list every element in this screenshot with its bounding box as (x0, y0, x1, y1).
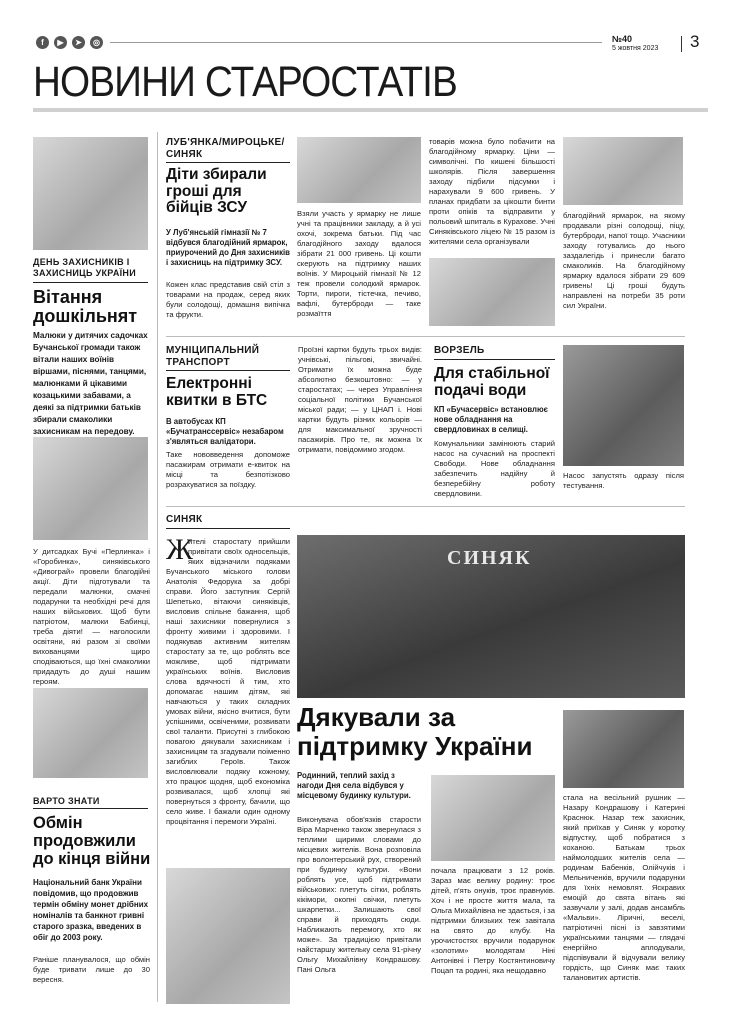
header-divider (681, 36, 682, 52)
body-sinyak-1: ителі старостату прийшли привітати своїх односельців, яких відзначили подяками Бучанського міського голови Анатолія Федорука за добрі справи. Його заступник Сергій Шепетько, вітаючи синяківців, висловив спільне бажання, щоб наші захисники повернулися з фронту живими і здоровими. І подякував активним жителям старостату за те, що роблять все можливе, щоб підтримати українських воїнів. Висловив слова вдячності й тим, хто допомагає нашим дітям, які навчаються у таких складних умовах війни, якісно вчитися, бути успішними, освіченими, розвивати свої таланти. Присутні з глибокою повагою дякували захисникам і захисницям та згадували поіменно загиблих Героїв. Також висловлювали подяку кожному, хто працює щодня, щоб економіка розвивалася, щоб хлопці які повернуться з фронту, бачили, що село живе. І бажали один одному процвітання і перемоги Україні. (166, 537, 290, 826)
rubric-sinyak: СИНЯК (166, 514, 203, 525)
rubric-rule (166, 370, 290, 371)
couple-photo (563, 710, 684, 788)
body-lubyanka-4: благодійний ярмарок, на якому продавали різні солодощі, піцу, бутерброди, напої тощо. Учасники заходу готувались до нього заздалегідь і принесли багато смаколиків. На благодійному ярмарку вдалося зібрати 29 609 гривень! Ці гроші будуть направлені на потреби 35 роти сил України. (563, 211, 685, 310)
rubric-rule (166, 528, 290, 529)
headline-bts: Електронні квитки в БТС (166, 375, 268, 409)
headline-vorzel: Для стабільної подачі води (434, 365, 550, 399)
section-rule (166, 506, 685, 507)
lead-bts: В автобусах КП «Бучатранссервіс» незабаром з'являться валідатори. (166, 417, 284, 446)
rubric-lubyanka: ЛУБ'ЯНКА/МИРОЦЬКЕ/ СИНЯК (166, 137, 285, 160)
page-number: 3 (690, 32, 700, 51)
issue-date: 5 жовтня 2023 (612, 45, 659, 52)
sinyak-group-photo (297, 535, 685, 698)
header-rule (110, 42, 602, 43)
headline-exchange: Обмін продовжили до кінця війни (33, 814, 151, 868)
headline-lubyanka: Діти збирали гроші для бійців ЗСУ (166, 166, 267, 217)
body-sinyak-2: Виконувача обов'язків старости Віра Марченко також звернулася з теплими щирими словами до місцевих жителів. Вона розповіла про волонтерський рух, створений при будинку культури. «Вони роблять усе, щоб підтримати військових: плетуть сітки, роблять кікімори, окопні свічки, плетуть шкарпетки... Залишають свої справи й приходять сюди. Наближають перемогу, хто як може». За традицією привітали найстаршу жительку села 91-річну Ольгу Михайлівну Кондрашову. Пані Ольга (297, 815, 421, 974)
kindergarten-photo-2 (33, 437, 148, 540)
body-lubyanka-1: Кожен клас представив свій стіл з товарами на продаж, серед яких були солодощі, домашня випічка та фрукти. (166, 280, 290, 319)
body-kindergarten: У дитсадках Бучі «Перлинка» і «Горобинка», синяківського «Дивограй» провели благодійні акції. Діти підготували та передали малюнки, смачні подарунки та необхідні речі для наших військових. Щоб бути патріотом, малюки Бабинці, треба діяти! — наголосили освітяни, які разом зі своїми вихованцями щиро сподіваються, що їхні смаколики придадуть до душі нашим героям. (33, 547, 150, 686)
kindergarten-photo-3 (33, 688, 148, 778)
rubric-rule (166, 162, 290, 163)
fair-photo-2 (429, 258, 555, 326)
lead-exchange: Національний банк України повідомив, що продовжив термін обміну монет дрібних номіналів та банкнот гривні старого зразка, введених в обіг до 2003 року. (33, 878, 149, 942)
body-bts-1: Таке нововведення допоможе пасажирам отримати е-квиток на місці та безпотізково розрахуватися за поїздку. (166, 450, 290, 489)
body-sinyak-3: почала працювати з 12 років. Зараз має велику родину: троє дітей, п'ять онуків, троє правнуків. Хоч і не просте життя мала, та Ольга Михайлівна не здається, і за підтримки близьких теж завітала на свято до клубу. На урочистостях вручили подарунок «золотим» молодятам Ніні Антонівні і Петру Костянтиновичу Поцап та родині, яка нещодавно (431, 866, 556, 975)
youtube-icon[interactable]: ▶ (54, 36, 67, 49)
elderly-woman-photo (431, 775, 555, 861)
lead-lubyanka: У Луб'янській гімназії № 7 відбувся благодійний ярмарок, приурочений до Дня захисників і захисниць на підтримку ЗСУ. (166, 228, 290, 267)
fair-photo-3 (563, 137, 683, 205)
lead-sinyak: Родинний, теплий захід з нагоди Дня села відбувся у місцевому будинку культури. (297, 771, 411, 800)
section-rule (166, 336, 685, 337)
rubric-rule (434, 359, 555, 360)
body-exchange: Раніше планувалося, що обмін буде тривати лише до 30 вересня. (33, 955, 150, 984)
body-vorzel-2: Насос запустять одразу після тестування. (563, 471, 684, 490)
headline-sinyak: Дякували за підтримку України (297, 702, 533, 761)
body-bts-2: Проїзні картки будуть трьох видів: учнівські, пільгові, звичайні. Отримати їх можна буде абсолютно безкоштовно: — у старостатах; — через Управління соціальної політики Бучанської міської ради; — у ЦНАП і. Нові картки будуть різних кольорів — для максимальної зручності пасажирів. Про те, як можна їх отримати, повідомимо згодом. (298, 345, 422, 454)
lead-vorzel: КП «Бучасервіс» встановлює нове обладнання на свердловинах в селищі. (434, 405, 548, 434)
fair-photo-1 (297, 137, 421, 203)
section-title: НОВИНИ СТАРОСТАТІВ (33, 58, 457, 106)
body-lubyanka-2: Взяли участь у ярмарку не лише учні та працівники закладу, а й усі охочі, зокрема батьки. Під час благодійного заходу вдалося зібрати 21 000 гривень. Ці кошти скерують на підтримку наших воїнів. У Мироцькій гімназії № 12 теж провели солодкий ярмарок. Торти, пироги, тістечка, печиво, вафлі, бутерброди — таке розмаїття (297, 209, 421, 318)
title-underline (33, 108, 708, 112)
facebook-icon[interactable]: f (36, 36, 49, 49)
drop-cap: Ж (166, 533, 193, 566)
instagram-icon[interactable]: ◎ (90, 36, 103, 49)
pump-photo (563, 345, 684, 466)
telegram-icon[interactable]: ➤ (72, 36, 85, 49)
rubric-rule (33, 282, 148, 283)
rubric-defenders-day: ДЕНЬ ЗАХИСНИКІВ І ЗАХИСНИЦЬ УКРАЇНИ (33, 257, 136, 278)
body-vorzel-1: Комунальники замінюють старий насос на сучасний на проспекті Свободи. Нове обладнання забезпечить надійну й безперебійну роботу свердловини. (434, 439, 555, 498)
rubric-vorzel: ВОРЗЕЛЬ (434, 345, 485, 356)
column-divider (157, 132, 158, 1002)
rubric-rule (33, 808, 148, 809)
award-photo (166, 868, 290, 1004)
rubric-worth-knowing: ВАРТО ЗНАТИ (33, 796, 100, 806)
issue-number: №40 (612, 34, 633, 44)
body-sinyak-4: стала на весільний рушник — Назару Кондрашову і Катерині Краснюк. Назар теж захисник, який приїхав у Синяк у коротку відпустку, щоб побратися з коханою. Батькам трьох наймолодших жителів села — родинам Бабенків, Олійчуків і Мельниченків, вручили подарунки для їхніх немовлят. Яскравих емоцій до свята вітань які зазвучали у залі, додав ансамбль «Мальви». Ліричні, веселі, патріотичні пісні із завзятими українськими танцями — глядачі енергійно аплодували, підспівували й відчували велику гордість, що Синяк має таких талановитих артистів. (563, 793, 685, 982)
sinyak-sign: СИНЯК (447, 547, 532, 569)
headline-kindergarten: Вітання дошкільнят (33, 287, 138, 327)
kindergarten-photo-1 (33, 137, 148, 250)
rubric-transport: МУНІЦИПАЛЬНИЙ ТРАНСПОРТ (166, 345, 260, 368)
body-lubyanka-3: товарів можна було побачити на благодійному ярмарку. Ціни — символічні. По кишені більшості школярів. Після завершення заходу підбили підсумки і нарахували 9 600 гривень. У планах придбати за цікошти бинти проти опіків та відправити у польовий шпиталь в Курахове. Учні Синяківського ліцею № 15 разом із жителями села організували (429, 137, 555, 246)
lead-kindergarten: Малюки у дитячих садочках Бучанської громади також вітали наших воїнів віршами, піснями, танцями, малюнками й цікавими козацькими забавами, а деякі за підтримки батьків збирали смаколики захисникам на передову. (33, 331, 148, 436)
